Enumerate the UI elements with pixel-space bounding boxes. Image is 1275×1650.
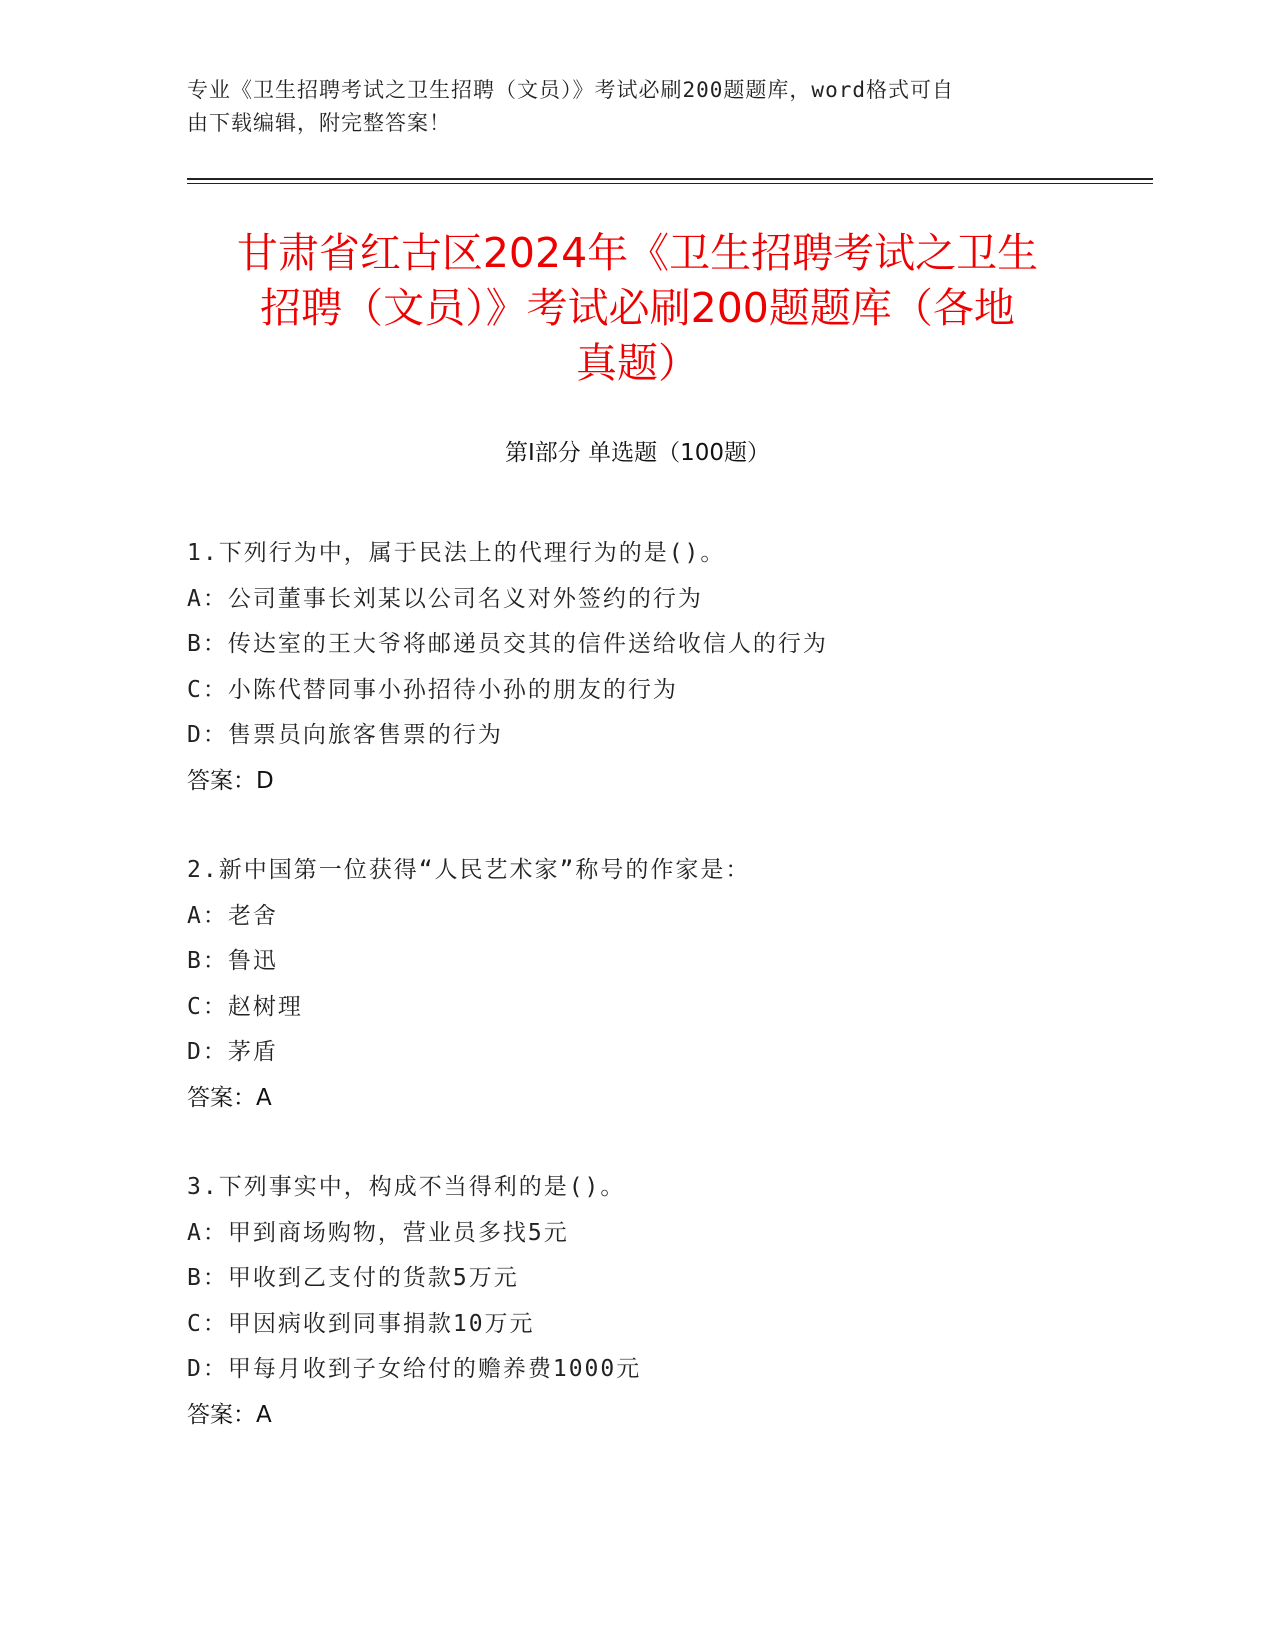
question-item (187, 531, 1147, 804)
question-option-b: B：鲁迅 (187, 948, 278, 974)
document-title-line-2: 招聘（文员）》考试必刷200题题库（各地 (260, 284, 1015, 332)
section-title: 第Ⅰ部分 单选题（100题） (505, 440, 770, 466)
document-title-line-3: 真题） (576, 339, 699, 387)
question-option-c: C：甲因病收到同事捐款10万元 (187, 1310, 535, 1337)
question-option-b: B：传达室的王大爷将邮递员交其的信件送给收信人的行为 (187, 631, 828, 657)
header-divider-thin (187, 183, 1153, 184)
question-answer: 答案：A (187, 1401, 272, 1428)
question-option-d: D：售票员向旅客售票的行为 (187, 722, 503, 748)
question-item (187, 848, 1147, 1121)
question-answer: 答案：A (187, 1084, 272, 1111)
question-option-a: A：公司董事长刘某以公司名义对外签约的行为 (187, 585, 703, 612)
header-note-line-2: 由下载编辑，附完整答案！ (187, 111, 451, 135)
header-divider-thick (187, 178, 1153, 180)
question-option-c: C：赵树理 (187, 993, 303, 1020)
question-option-a: A：甲到商场购物，营业员多找5元 (187, 1219, 569, 1246)
question-option-c: C：小陈代替同事小孙招待小孙的朋友的行为 (187, 676, 678, 703)
document-title (150, 226, 1125, 391)
question-option-b: B：甲收到乙支付的货款5万元 (187, 1265, 519, 1291)
question-list (187, 531, 1147, 1482)
header-note-line-1: 专业《卫生招聘考试之卫生招聘（文员）》考试必刷200题题库，word格式可自 (187, 78, 954, 102)
question-option-d: D：甲每月收到子女给付的赡养费1000元 (187, 1356, 642, 1382)
document-title-line-1: 甘肃省红古区2024年《卫生招聘考试之卫生 (236, 229, 1039, 277)
document-header-note (187, 74, 1087, 140)
question-option-a: A：老舍 (187, 902, 278, 929)
question-option-d: D：茅盾 (187, 1039, 278, 1065)
question-answer: 答案：D (187, 767, 274, 794)
question-stem: 2.新中国第一位获得“人民艺术家”称号的作家是： (187, 857, 751, 883)
question-item (187, 1165, 1147, 1438)
question-stem: 1.下列行为中，属于民法上的代理行为的是()。 (187, 540, 726, 566)
question-stem: 3.下列事实中，构成不当得利的是()。 (187, 1174, 626, 1200)
